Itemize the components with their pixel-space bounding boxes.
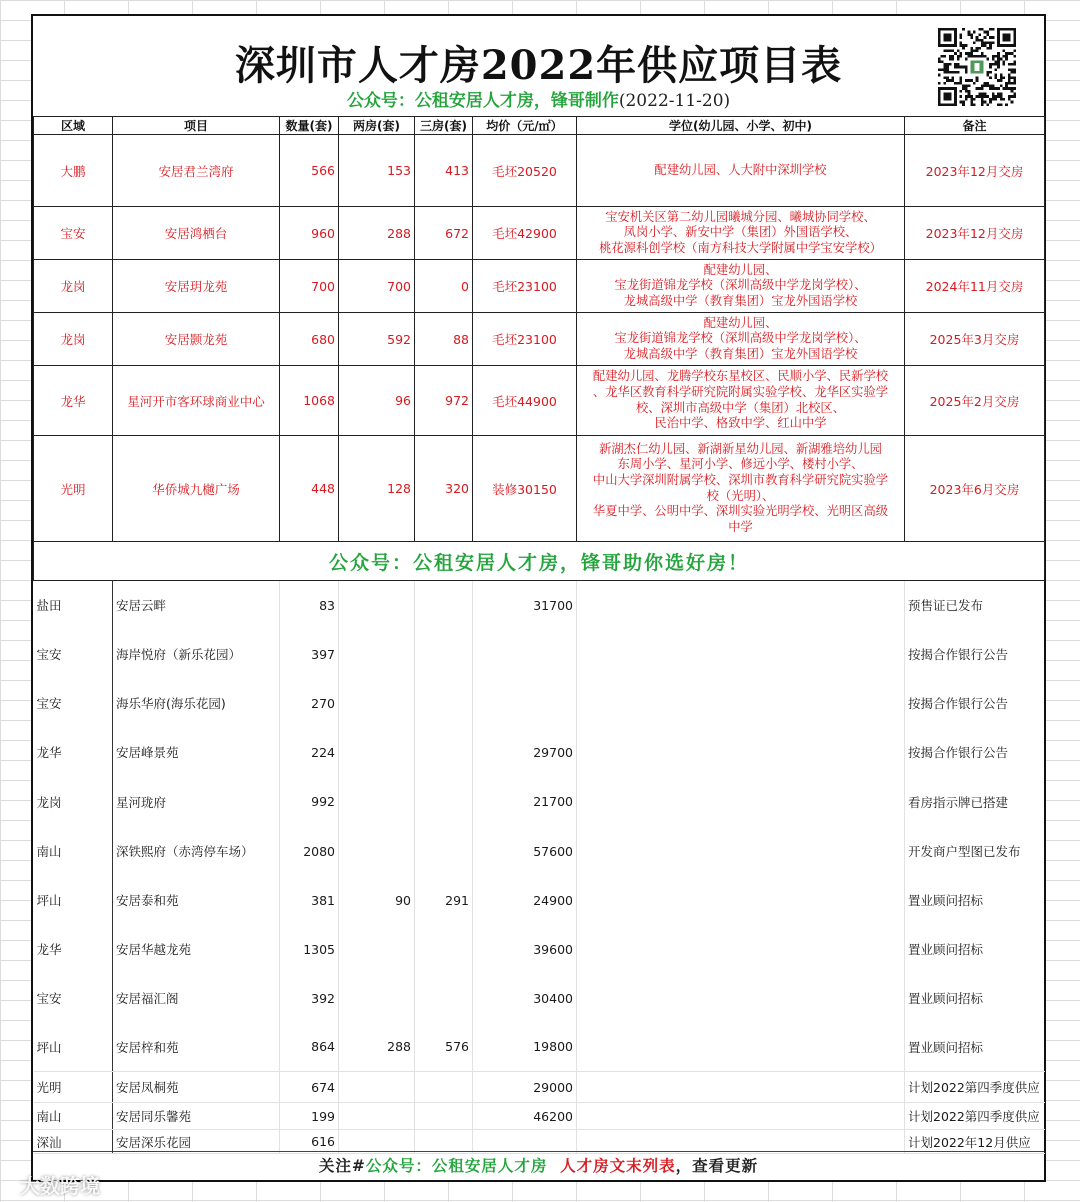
table-row bbox=[34, 1072, 1045, 1103]
district-cell: 大鹏 bbox=[34, 135, 113, 207]
school-line: 凤岗小学、新安中学（集团）外国语学校、 bbox=[623, 225, 858, 240]
project-cell: 安居玥龙苑 bbox=[113, 260, 280, 313]
project-cell: 安居鸿栖台 bbox=[113, 207, 280, 260]
table-row bbox=[34, 313, 1045, 366]
school-cell bbox=[577, 827, 905, 876]
price-cell: 毛坯44900 bbox=[473, 366, 577, 436]
footer-suffix: ，查看更新 bbox=[675, 1156, 759, 1175]
school-cell bbox=[577, 366, 905, 436]
two-room-cell bbox=[339, 630, 415, 679]
qty-cell: 1068 bbox=[280, 366, 339, 436]
two-room-cell bbox=[339, 679, 415, 728]
qty-cell: 864 bbox=[280, 1023, 339, 1072]
qty-cell: 448 bbox=[280, 436, 339, 542]
subtitle bbox=[33, 86, 1044, 111]
note-cell: 计划2022年12月供应 bbox=[905, 1130, 1045, 1154]
price-cell: 毛坯20520 bbox=[473, 135, 577, 207]
project-cell: 海乐华府(海乐花园) bbox=[113, 679, 280, 728]
price-cell: 29000 bbox=[473, 1072, 577, 1103]
school-line: 东周小学、星河小学、修远小学、楼村小学、 bbox=[617, 457, 864, 472]
note-cell: 开发商户型图已发布 bbox=[905, 827, 1045, 876]
school-cell bbox=[577, 1103, 905, 1130]
banner-row bbox=[34, 542, 1045, 581]
project-cell: 星河珑府 bbox=[113, 777, 280, 827]
table-row bbox=[34, 366, 1045, 436]
note-cell: 2025年2月交房 bbox=[905, 366, 1045, 436]
project-cell: 海岸悦府（新乐花园） bbox=[113, 630, 280, 679]
district-cell: 龙华 bbox=[34, 366, 113, 436]
header-cell: 学位(幼儿园、小学、初中) bbox=[577, 117, 905, 135]
note-cell: 置业顾问招标 bbox=[905, 974, 1045, 1023]
price-cell: 57600 bbox=[473, 827, 577, 876]
district-cell: 龙华 bbox=[34, 728, 113, 777]
two-room-cell: 288 bbox=[339, 1023, 415, 1072]
price-cell: 31700 bbox=[473, 581, 577, 630]
school-line: 中学 bbox=[728, 519, 753, 534]
qty-cell: 700 bbox=[280, 260, 339, 313]
qty-cell: 392 bbox=[280, 974, 339, 1023]
price-cell: 21700 bbox=[473, 777, 577, 827]
table-row bbox=[34, 827, 1045, 876]
qty-cell: 960 bbox=[280, 207, 339, 260]
school-line: 中山大学深圳附属学校、深圳市教育科学研究院实验学 bbox=[592, 472, 889, 487]
three-room-cell bbox=[415, 827, 473, 876]
two-room-cell bbox=[339, 1072, 415, 1103]
footer-note bbox=[33, 1151, 1044, 1180]
school-cell bbox=[577, 925, 905, 974]
three-room-cell: 291 bbox=[415, 876, 473, 925]
project-cell: 安居华越龙苑 bbox=[113, 925, 280, 974]
project-cell: 安居君兰湾府 bbox=[113, 135, 280, 207]
note-cell: 置业顾问招标 bbox=[905, 876, 1045, 925]
spreadsheet bbox=[31, 14, 1046, 1182]
district-cell: 龙岗 bbox=[34, 260, 113, 313]
price-cell: 30400 bbox=[473, 974, 577, 1023]
school-line: 龙城高级中学（教育集团）宝龙外国语学校 bbox=[623, 293, 858, 308]
three-room-cell bbox=[415, 974, 473, 1023]
school-cell bbox=[577, 1072, 905, 1103]
note-cell: 计划2022第四季度供应 bbox=[905, 1103, 1045, 1130]
qty-cell: 270 bbox=[280, 679, 339, 728]
qty-cell: 381 bbox=[280, 876, 339, 925]
note-cell: 2023年12月交房 bbox=[905, 135, 1045, 207]
watermark: 大数跨境 bbox=[20, 1174, 100, 1198]
project-cell: 安居梓和苑 bbox=[113, 1023, 280, 1072]
three-room-cell bbox=[415, 1130, 473, 1154]
two-room-cell bbox=[339, 728, 415, 777]
district-cell: 光明 bbox=[34, 436, 113, 542]
price-cell bbox=[473, 1130, 577, 1154]
three-room-cell bbox=[415, 679, 473, 728]
district-cell: 坪山 bbox=[34, 876, 113, 925]
note-cell: 置业顾问招标 bbox=[905, 925, 1045, 974]
three-room-cell bbox=[415, 925, 473, 974]
qty-cell: 674 bbox=[280, 1072, 339, 1103]
table-row bbox=[34, 679, 1045, 728]
two-room-cell bbox=[339, 925, 415, 974]
school-cell bbox=[577, 728, 905, 777]
three-room-cell: 413 bbox=[415, 135, 473, 207]
table-row bbox=[34, 974, 1045, 1023]
three-room-cell bbox=[415, 1072, 473, 1103]
footer-prefix: 关注# bbox=[318, 1156, 366, 1175]
two-room-cell bbox=[339, 1130, 415, 1154]
district-cell: 宝安 bbox=[34, 630, 113, 679]
note-cell: 计划2022第四季度供应 bbox=[905, 1072, 1045, 1103]
project-cell: 安居颢龙苑 bbox=[113, 313, 280, 366]
school-cell bbox=[577, 974, 905, 1023]
price-cell: 毛坯23100 bbox=[473, 313, 577, 366]
qty-cell: 1305 bbox=[280, 925, 339, 974]
note-cell: 按揭合作银行公告 bbox=[905, 728, 1045, 777]
table-row bbox=[34, 876, 1045, 925]
school-line: 配建幼儿园、人大附中深圳学校 bbox=[654, 162, 827, 177]
table-row bbox=[34, 135, 1045, 207]
price-cell: 19800 bbox=[473, 1023, 577, 1072]
header-cell: 均价（元/㎡） bbox=[473, 117, 577, 135]
price-cell: 29700 bbox=[473, 728, 577, 777]
three-room-cell: 0 bbox=[415, 260, 473, 313]
project-cell: 华侨城九樾广场 bbox=[113, 436, 280, 542]
school-line: 配建幼儿园、龙腾学校东星校区、民顺小学、民新学校 bbox=[592, 369, 889, 384]
project-cell: 安居凤桐苑 bbox=[113, 1072, 280, 1103]
note-cell: 看房指示牌已搭建 bbox=[905, 777, 1045, 827]
price-cell: 46200 bbox=[473, 1103, 577, 1130]
school-cell bbox=[577, 313, 905, 366]
school-cell bbox=[577, 581, 905, 630]
header-cell: 备注 bbox=[905, 117, 1045, 135]
table-row bbox=[34, 777, 1045, 827]
banner-text: 公众号：公租安居人才房，锋哥助你选好房！ bbox=[34, 542, 1045, 581]
school-cell bbox=[577, 135, 905, 207]
project-cell: 安居泰和苑 bbox=[113, 876, 280, 925]
qty-cell: 397 bbox=[280, 630, 339, 679]
qty-cell: 224 bbox=[280, 728, 339, 777]
subtitle-account: 公众号：公租安居人才房，锋哥制作 bbox=[346, 91, 619, 111]
school-line: 华夏中学、公明中学、深圳实验光明学校、光明区高级 bbox=[592, 504, 889, 519]
school-line: 宝龙街道锦龙学校（深圳高级中学龙岗学校）、 bbox=[614, 278, 867, 293]
school-line: 民治中学、格致中学、红山中学 bbox=[654, 416, 827, 431]
district-cell: 宝安 bbox=[34, 974, 113, 1023]
footer-list-link: 人才房文末列表 bbox=[560, 1156, 676, 1175]
two-room-cell bbox=[339, 777, 415, 827]
three-room-cell bbox=[415, 728, 473, 777]
note-cell: 预售证已发布 bbox=[905, 581, 1045, 630]
district-cell: 宝安 bbox=[34, 207, 113, 260]
table-row bbox=[34, 207, 1045, 260]
school-line: 、龙华区教育科学研究院附属实验学校、龙华区实验学 bbox=[592, 384, 889, 399]
table-row bbox=[34, 436, 1045, 542]
title-area bbox=[33, 16, 1044, 116]
district-cell: 龙岗 bbox=[34, 313, 113, 366]
table-row bbox=[34, 925, 1045, 974]
note-cell: 2025年3月交房 bbox=[905, 313, 1045, 366]
price-cell bbox=[473, 630, 577, 679]
note-cell: 2024年11月交房 bbox=[905, 260, 1045, 313]
district-cell: 光明 bbox=[34, 1072, 113, 1103]
note-cell: 按揭合作银行公告 bbox=[905, 630, 1045, 679]
table-row bbox=[34, 728, 1045, 777]
subtitle-date: (2022-11-20) bbox=[618, 91, 731, 111]
district-cell: 龙华 bbox=[34, 925, 113, 974]
district-cell: 宝安 bbox=[34, 679, 113, 728]
note-cell: 置业顾问招标 bbox=[905, 1023, 1045, 1072]
header-cell: 区域 bbox=[34, 117, 113, 135]
note-cell: 按揭合作银行公告 bbox=[905, 679, 1045, 728]
header-cell: 项目 bbox=[113, 117, 280, 135]
two-room-cell: 96 bbox=[339, 366, 415, 436]
project-cell: 深铁熙府（赤湾停车场） bbox=[113, 827, 280, 876]
note-cell: 2023年12月交房 bbox=[905, 207, 1045, 260]
school-line: 宝龙街道锦龙学校（深圳高级中学龙岗学校）、 bbox=[614, 331, 867, 346]
school-line: 校、深圳市高级中学（集团）北校区、 bbox=[635, 400, 846, 415]
project-cell: 星河开市客环球商业中心 bbox=[113, 366, 280, 436]
three-room-cell: 972 bbox=[415, 366, 473, 436]
two-room-cell bbox=[339, 974, 415, 1023]
three-room-cell bbox=[415, 1103, 473, 1130]
school-cell bbox=[577, 436, 905, 542]
header-row bbox=[34, 117, 1045, 135]
qty-cell: 680 bbox=[280, 313, 339, 366]
price-cell: 毛坯23100 bbox=[473, 260, 577, 313]
project-cell: 安居峰景苑 bbox=[113, 728, 280, 777]
project-cell: 安居同乐馨苑 bbox=[113, 1103, 280, 1130]
header-cell: 数量(套) bbox=[280, 117, 339, 135]
table-row bbox=[34, 581, 1045, 630]
school-cell bbox=[577, 876, 905, 925]
school-cell bbox=[577, 1130, 905, 1154]
school-cell bbox=[577, 679, 905, 728]
price-cell: 毛坯42900 bbox=[473, 207, 577, 260]
price-cell: 装修30150 bbox=[473, 436, 577, 542]
two-room-cell: 700 bbox=[339, 260, 415, 313]
district-cell: 盐田 bbox=[34, 581, 113, 630]
qty-cell: 83 bbox=[280, 581, 339, 630]
price-cell: 39600 bbox=[473, 925, 577, 974]
district-cell: 龙岗 bbox=[34, 777, 113, 827]
two-room-cell: 592 bbox=[339, 313, 415, 366]
three-room-cell bbox=[415, 581, 473, 630]
qty-cell: 992 bbox=[280, 777, 339, 827]
project-cell: 安居深乐花园 bbox=[113, 1130, 280, 1154]
qty-cell: 199 bbox=[280, 1103, 339, 1130]
header-cell: 三房(套) bbox=[415, 117, 473, 135]
school-line: 配建幼儿园、 bbox=[703, 315, 778, 330]
three-room-cell bbox=[415, 630, 473, 679]
school-line: 新湖杰仁幼儿园、新湖新星幼儿园、新湖雅培幼儿园 bbox=[599, 441, 882, 456]
note-cell: 2023年6月交房 bbox=[905, 436, 1045, 542]
table-row bbox=[34, 1023, 1045, 1072]
two-room-cell: 288 bbox=[339, 207, 415, 260]
project-cell: 安居福汇阁 bbox=[113, 974, 280, 1023]
qr-code-icon bbox=[938, 28, 1016, 106]
district-cell: 深汕 bbox=[34, 1130, 113, 1154]
table-row bbox=[34, 630, 1045, 679]
price-cell: 24900 bbox=[473, 876, 577, 925]
table-row bbox=[34, 1103, 1045, 1130]
two-room-cell bbox=[339, 581, 415, 630]
district-cell: 南山 bbox=[34, 827, 113, 876]
school-line: 龙城高级中学（教育集团）宝龙外国语学校 bbox=[623, 346, 858, 361]
three-room-cell: 320 bbox=[415, 436, 473, 542]
two-room-cell bbox=[339, 1103, 415, 1130]
school-cell bbox=[577, 777, 905, 827]
two-room-cell bbox=[339, 827, 415, 876]
qty-cell: 2080 bbox=[280, 827, 339, 876]
school-cell bbox=[577, 207, 905, 260]
school-line: 桃花源科创学校（南方科技大学附属中学宝安学校） bbox=[599, 240, 882, 255]
project-cell: 安居云畔 bbox=[113, 581, 280, 630]
two-room-cell: 128 bbox=[339, 436, 415, 542]
three-room-cell: 88 bbox=[415, 313, 473, 366]
school-line: 宝安机关区第二幼儿园曦城分园、曦城协同学校、 bbox=[605, 209, 876, 224]
school-cell bbox=[577, 630, 905, 679]
three-room-cell: 672 bbox=[415, 207, 473, 260]
header-cell: 两房(套) bbox=[339, 117, 415, 135]
district-cell: 南山 bbox=[34, 1103, 113, 1130]
qty-cell: 566 bbox=[280, 135, 339, 207]
two-room-cell: 90 bbox=[339, 876, 415, 925]
district-cell: 坪山 bbox=[34, 1023, 113, 1072]
school-line: 校（光明）、 bbox=[706, 488, 775, 503]
qty-cell: 616 bbox=[280, 1130, 339, 1154]
three-room-cell bbox=[415, 777, 473, 827]
two-room-cell: 153 bbox=[339, 135, 415, 207]
school-line: 配建幼儿园、 bbox=[703, 262, 778, 277]
footer-account: 公众号：公租安居人才房 bbox=[365, 1156, 548, 1175]
school-cell bbox=[577, 260, 905, 313]
page-title: 深圳市人才房2022年供应项目表 bbox=[234, 42, 843, 89]
three-room-cell: 576 bbox=[415, 1023, 473, 1072]
supply-table bbox=[33, 116, 1045, 1154]
table-row bbox=[34, 260, 1045, 313]
price-cell bbox=[473, 679, 577, 728]
school-cell bbox=[577, 1023, 905, 1072]
table-row bbox=[34, 1130, 1045, 1154]
